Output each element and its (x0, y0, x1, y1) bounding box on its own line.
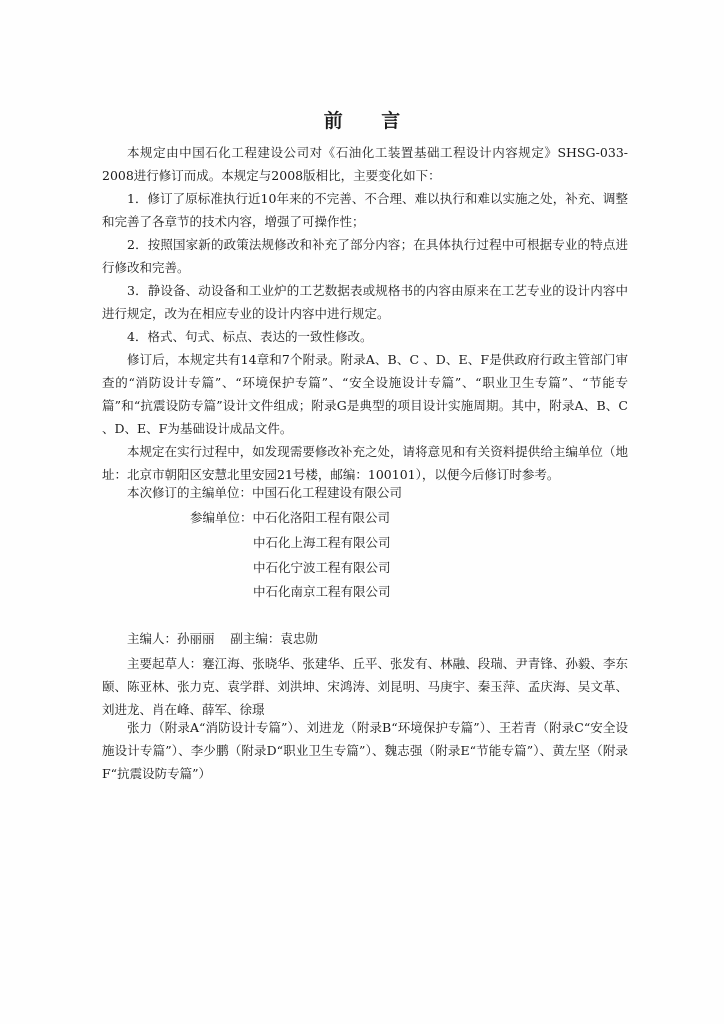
participating-unit-3: 中石化宁波工程有限公司 (253, 560, 391, 575)
chief-unit-value: 中国石化工程建设有限公司 (252, 485, 403, 500)
drafters-list: 主要起草人：蹇江海、张晓华、张建华、丘平、张发有、林融、段瑞、尹青锋、孙毅、李东颐、陈亚林、张力克、袁学群、刘洪坤、宋鸿涛、刘昆明、马庚宇、秦玉萍、孟庆海、吴文革、刘进龙、肖在峰、薛军、徐璟 (102, 656, 628, 717)
appendix-authors-block (102, 716, 628, 785)
participating-unit-row (253, 531, 391, 554)
intro-paragraph: 本规定由中国石化工程建设公司对《石油化工装置基础工程设计内容规定》SHSG-033-2008进行修订而成。本规定与2008版相比，主要变化如下： (102, 145, 628, 183)
participating-unit-row (253, 580, 391, 603)
structure-paragraph: 修订后，本规定共有14章和7个附录。附录A、B、C 、D、E、F是供政府行政主管部门审查的“消防设计专篇”、“环境保护专篇”、“安全设施设计专篇”、“职业卫生专篇”、“节能专篇”和“抗震设防专篇”设计文件组成；附录G是典型的项目设计实施周期。其中，附录A、B、C 、D、E、F为基础设计成品文件。 (102, 352, 628, 436)
change-item-3: 3．静设备、动设备和工业炉的工艺数据表或规格书的内容由原来在工艺专业的设计内容中进行规定，改为在相应专业的设计内容中进行规定。 (102, 283, 628, 321)
participating-unit-4: 中石化南京工程有限公司 (253, 584, 391, 599)
change-item-1: 1．修订了原标准执行近10年来的不完善、不合理、难以执行和难以实施之处，补充、调整和完善了各章节的技术内容，增强了可操作性； (102, 191, 628, 229)
change-item-4: 4．格式、句式、标点、表达的一致性修改。 (127, 329, 373, 344)
participating-units-row (190, 506, 390, 529)
appendix-authors: 张力（附录A“消防设计专篇”）、刘进龙（附录B“环境保护专篇”）、王若青（附录C“安全设施设计专篇”）、李少鹏（附录D“职业卫生专篇”）、魏志强（附录E“节能专篇”）、黄左坚（附录F“抗震设防专篇”） (102, 720, 628, 781)
chief-unit-row (127, 481, 402, 504)
page-title: 前 言 (323, 110, 417, 132)
change-item-2: 2．按照国家新的政策法规修改和补充了部分内容；在具体执行过程中可根据专业的特点进行修改和完善。 (102, 237, 628, 275)
participating-unit-row (253, 556, 391, 579)
chief-unit-label: 本次修订的主编单位： (127, 485, 253, 500)
drafters-block (102, 652, 628, 721)
feedback-paragraph: 本规定在实行过程中，如发现需要修改补充之处，请将意见和有关资料提供给主编单位（地址：北京市朝阳区安慧北里安园21号楼，邮编：100101），以便今后修订时参考。 (102, 444, 628, 482)
participating-unit-2: 中石化上海工程有限公司 (253, 535, 391, 550)
participating-label: 参编单位： (190, 510, 253, 525)
preface-body (102, 141, 628, 486)
editors-line: 主编人：孙丽丽 副主编：袁忠勋 (127, 631, 318, 646)
participating-unit-1: 中石化洛阳工程有限公司 (252, 510, 391, 525)
